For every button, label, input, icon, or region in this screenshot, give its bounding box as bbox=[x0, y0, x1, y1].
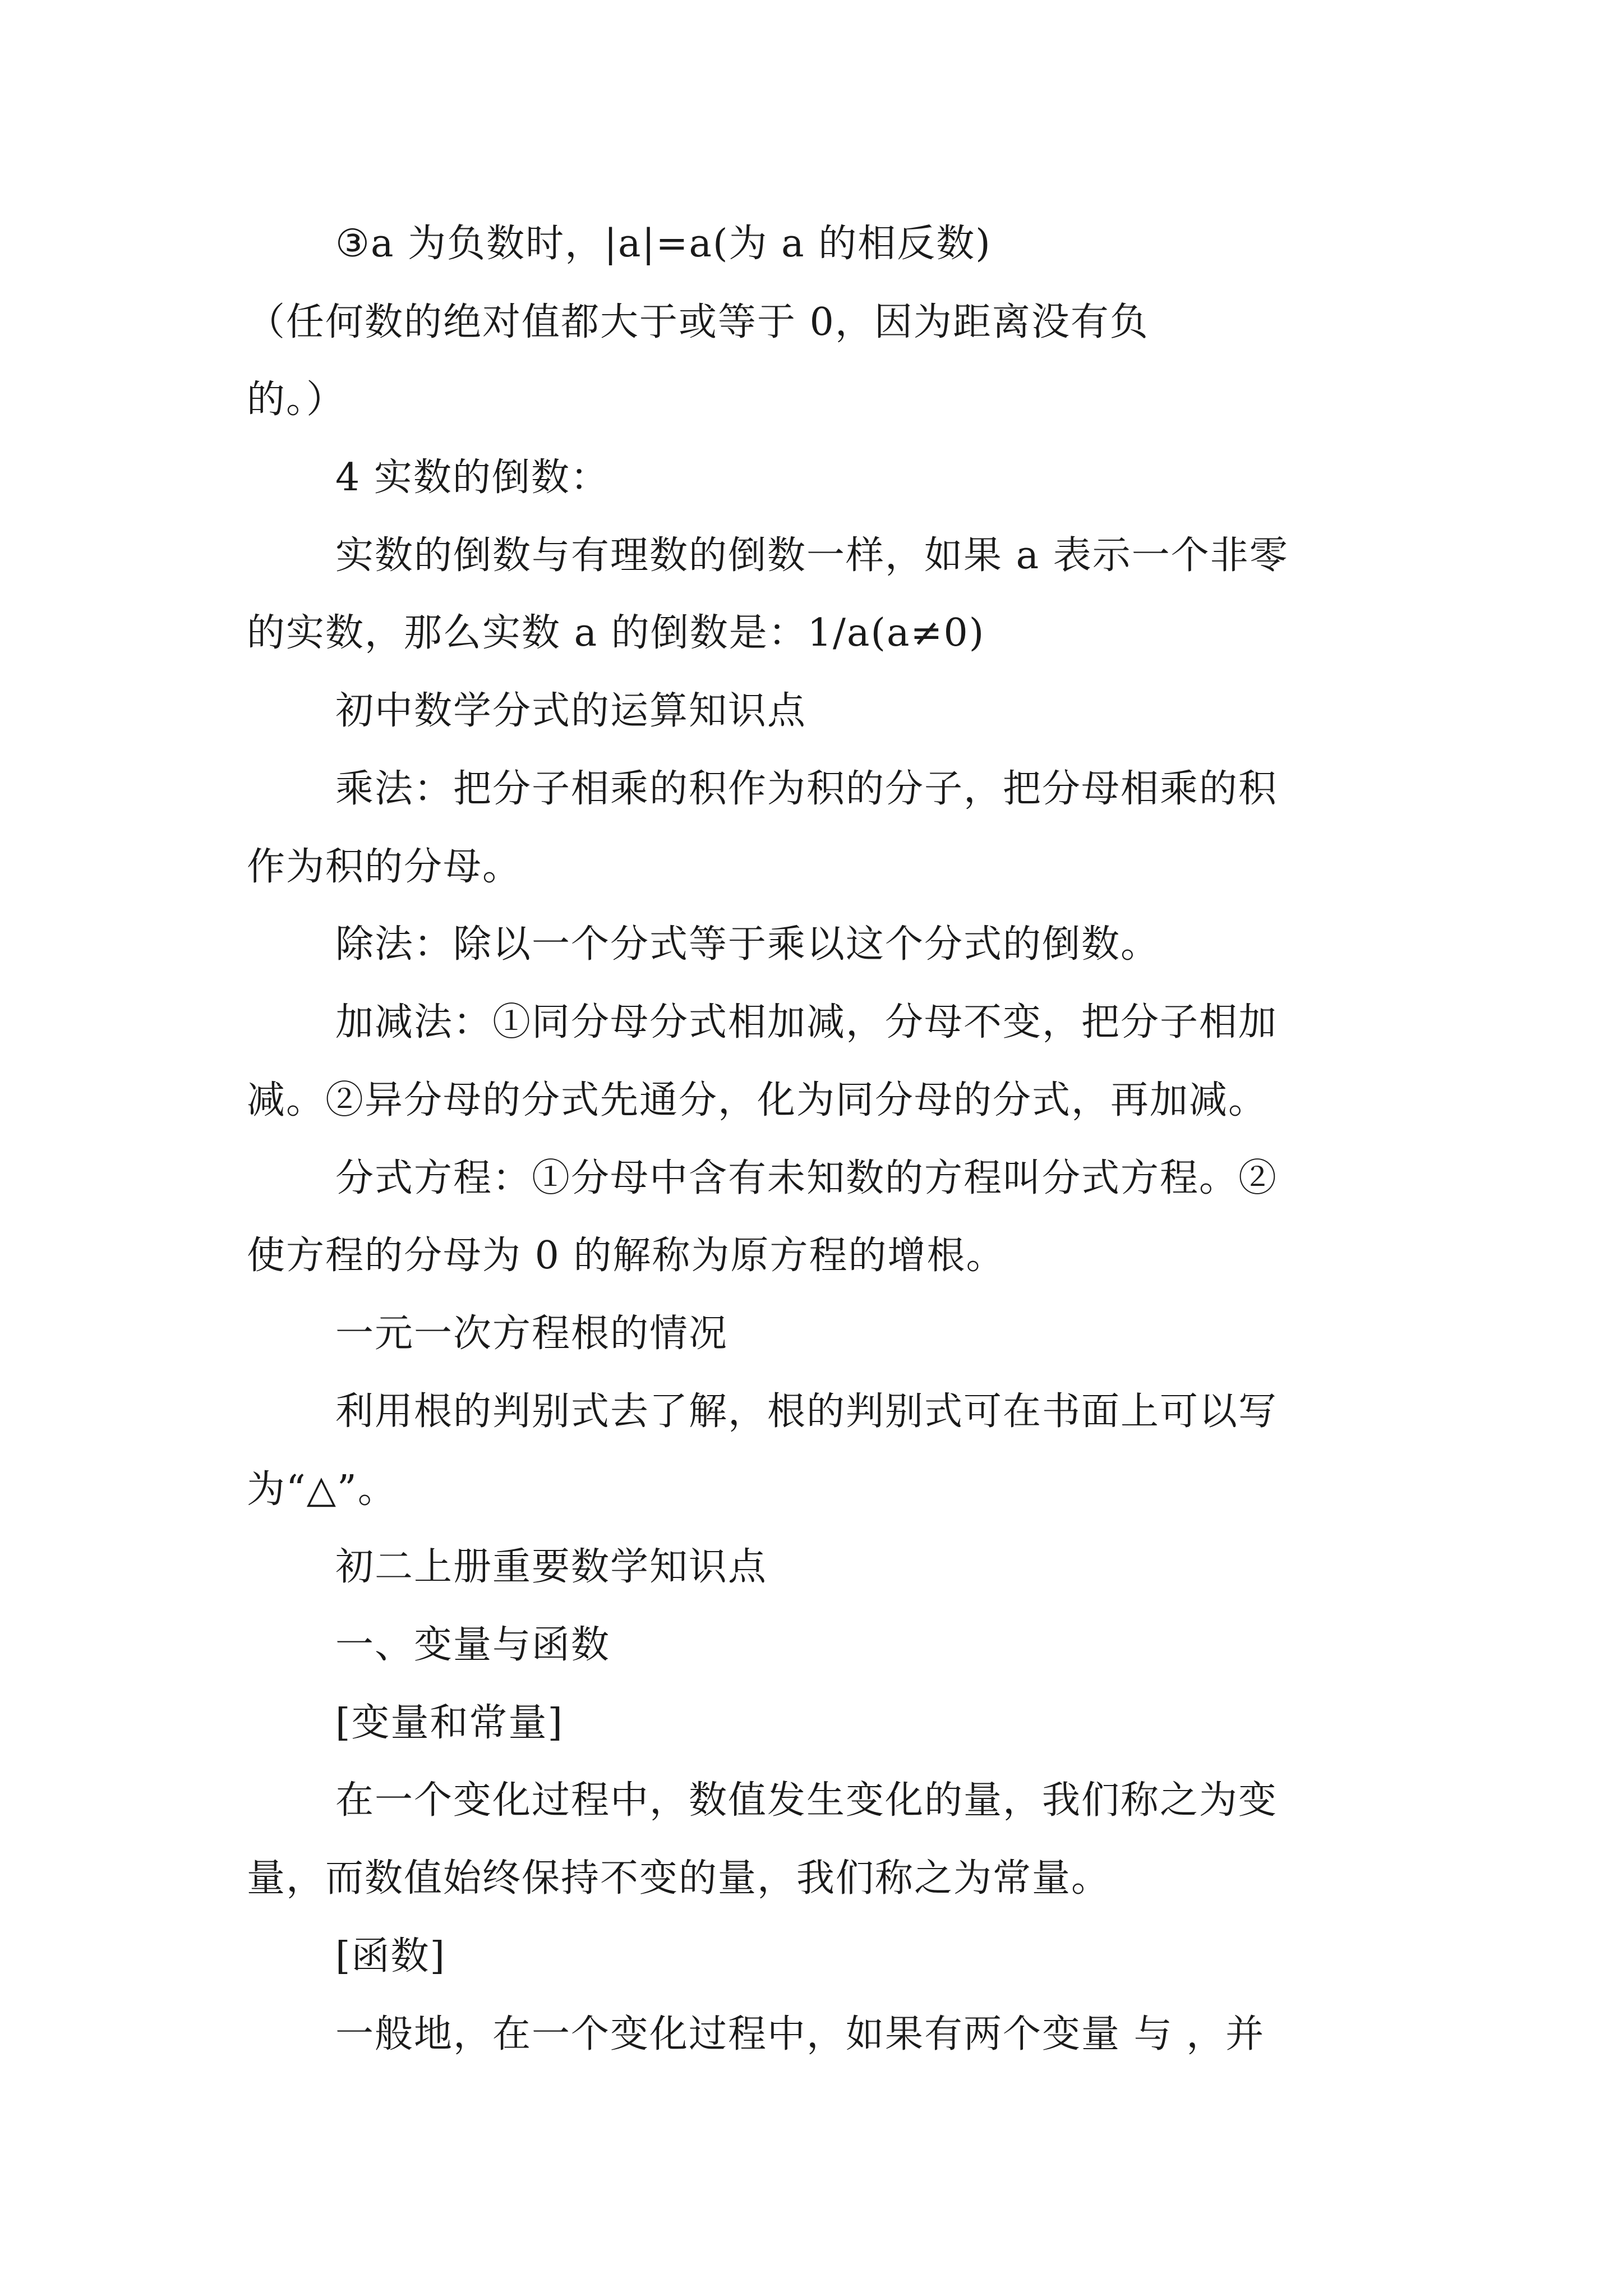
text-line-14: 使方程的分母为 0 的解称为原方程的增根。 bbox=[247, 1234, 1006, 1278]
text-line-20: [变量和常量] bbox=[335, 1701, 564, 1745]
text-line-4: 4 实数的倒数： bbox=[335, 455, 610, 500]
text-line-24: 一般地，在一个变化过程中，如果有两个变量 与 ，并 bbox=[335, 2012, 1265, 2056]
text-line-15: 一元一次方程根的情况 bbox=[335, 1312, 728, 1356]
text-line-18: 初二上册重要数学知识点 bbox=[335, 1545, 768, 1589]
text-line-22: 量，而数值始终保持不变的量，我们称之为常量。 bbox=[247, 1856, 1111, 1901]
text-line-10: 除法：除以一个分式等于乘以这个分式的倒数。 bbox=[335, 922, 1160, 967]
text-line-12: 减。②异分母的分式先通分，化为同分母的分式，再加减。 bbox=[247, 1078, 1268, 1122]
text-line-17: 为“△”。 bbox=[247, 1467, 397, 1512]
text-line-7: 初中数学分式的运算知识点 bbox=[335, 689, 807, 733]
text-line-13: 分式方程：①分母中含有未知数的方程叫分式方程。② bbox=[335, 1156, 1278, 1200]
text-line-8: 乘法：把分子相乘的积作为积的分子，把分母相乘的积 bbox=[335, 767, 1278, 811]
text-line-3: 的。） bbox=[247, 378, 346, 422]
text-line-2: （任何数的绝对值都大于或等于 0，因为距离没有负 bbox=[247, 300, 1149, 344]
text-line-16: 利用根的判别式去了解，根的判别式可在书面上可以写 bbox=[335, 1389, 1278, 1434]
text-line-1: ③a 为负数时，|a|=a(为 a 的相反数) bbox=[335, 222, 992, 266]
text-line-9: 作为积的分母。 bbox=[247, 845, 522, 889]
text-line-19: 一、变量与函数 bbox=[335, 1623, 611, 1667]
text-line-11: 加减法：①同分母分式相加减，分母不变，把分子相加 bbox=[335, 1000, 1278, 1045]
text-line-6: 的实数，那么实数 a 的倒数是：1/a(a≠0) bbox=[247, 611, 985, 655]
text-line-21: 在一个变化过程中，数值发生变化的量，我们称之为变 bbox=[335, 1778, 1278, 1823]
text-line-23: [函数] bbox=[335, 1934, 446, 1978]
text-line-5: 实数的倒数与有理数的倒数一样，如果 a 表示一个非零 bbox=[335, 533, 1289, 578]
